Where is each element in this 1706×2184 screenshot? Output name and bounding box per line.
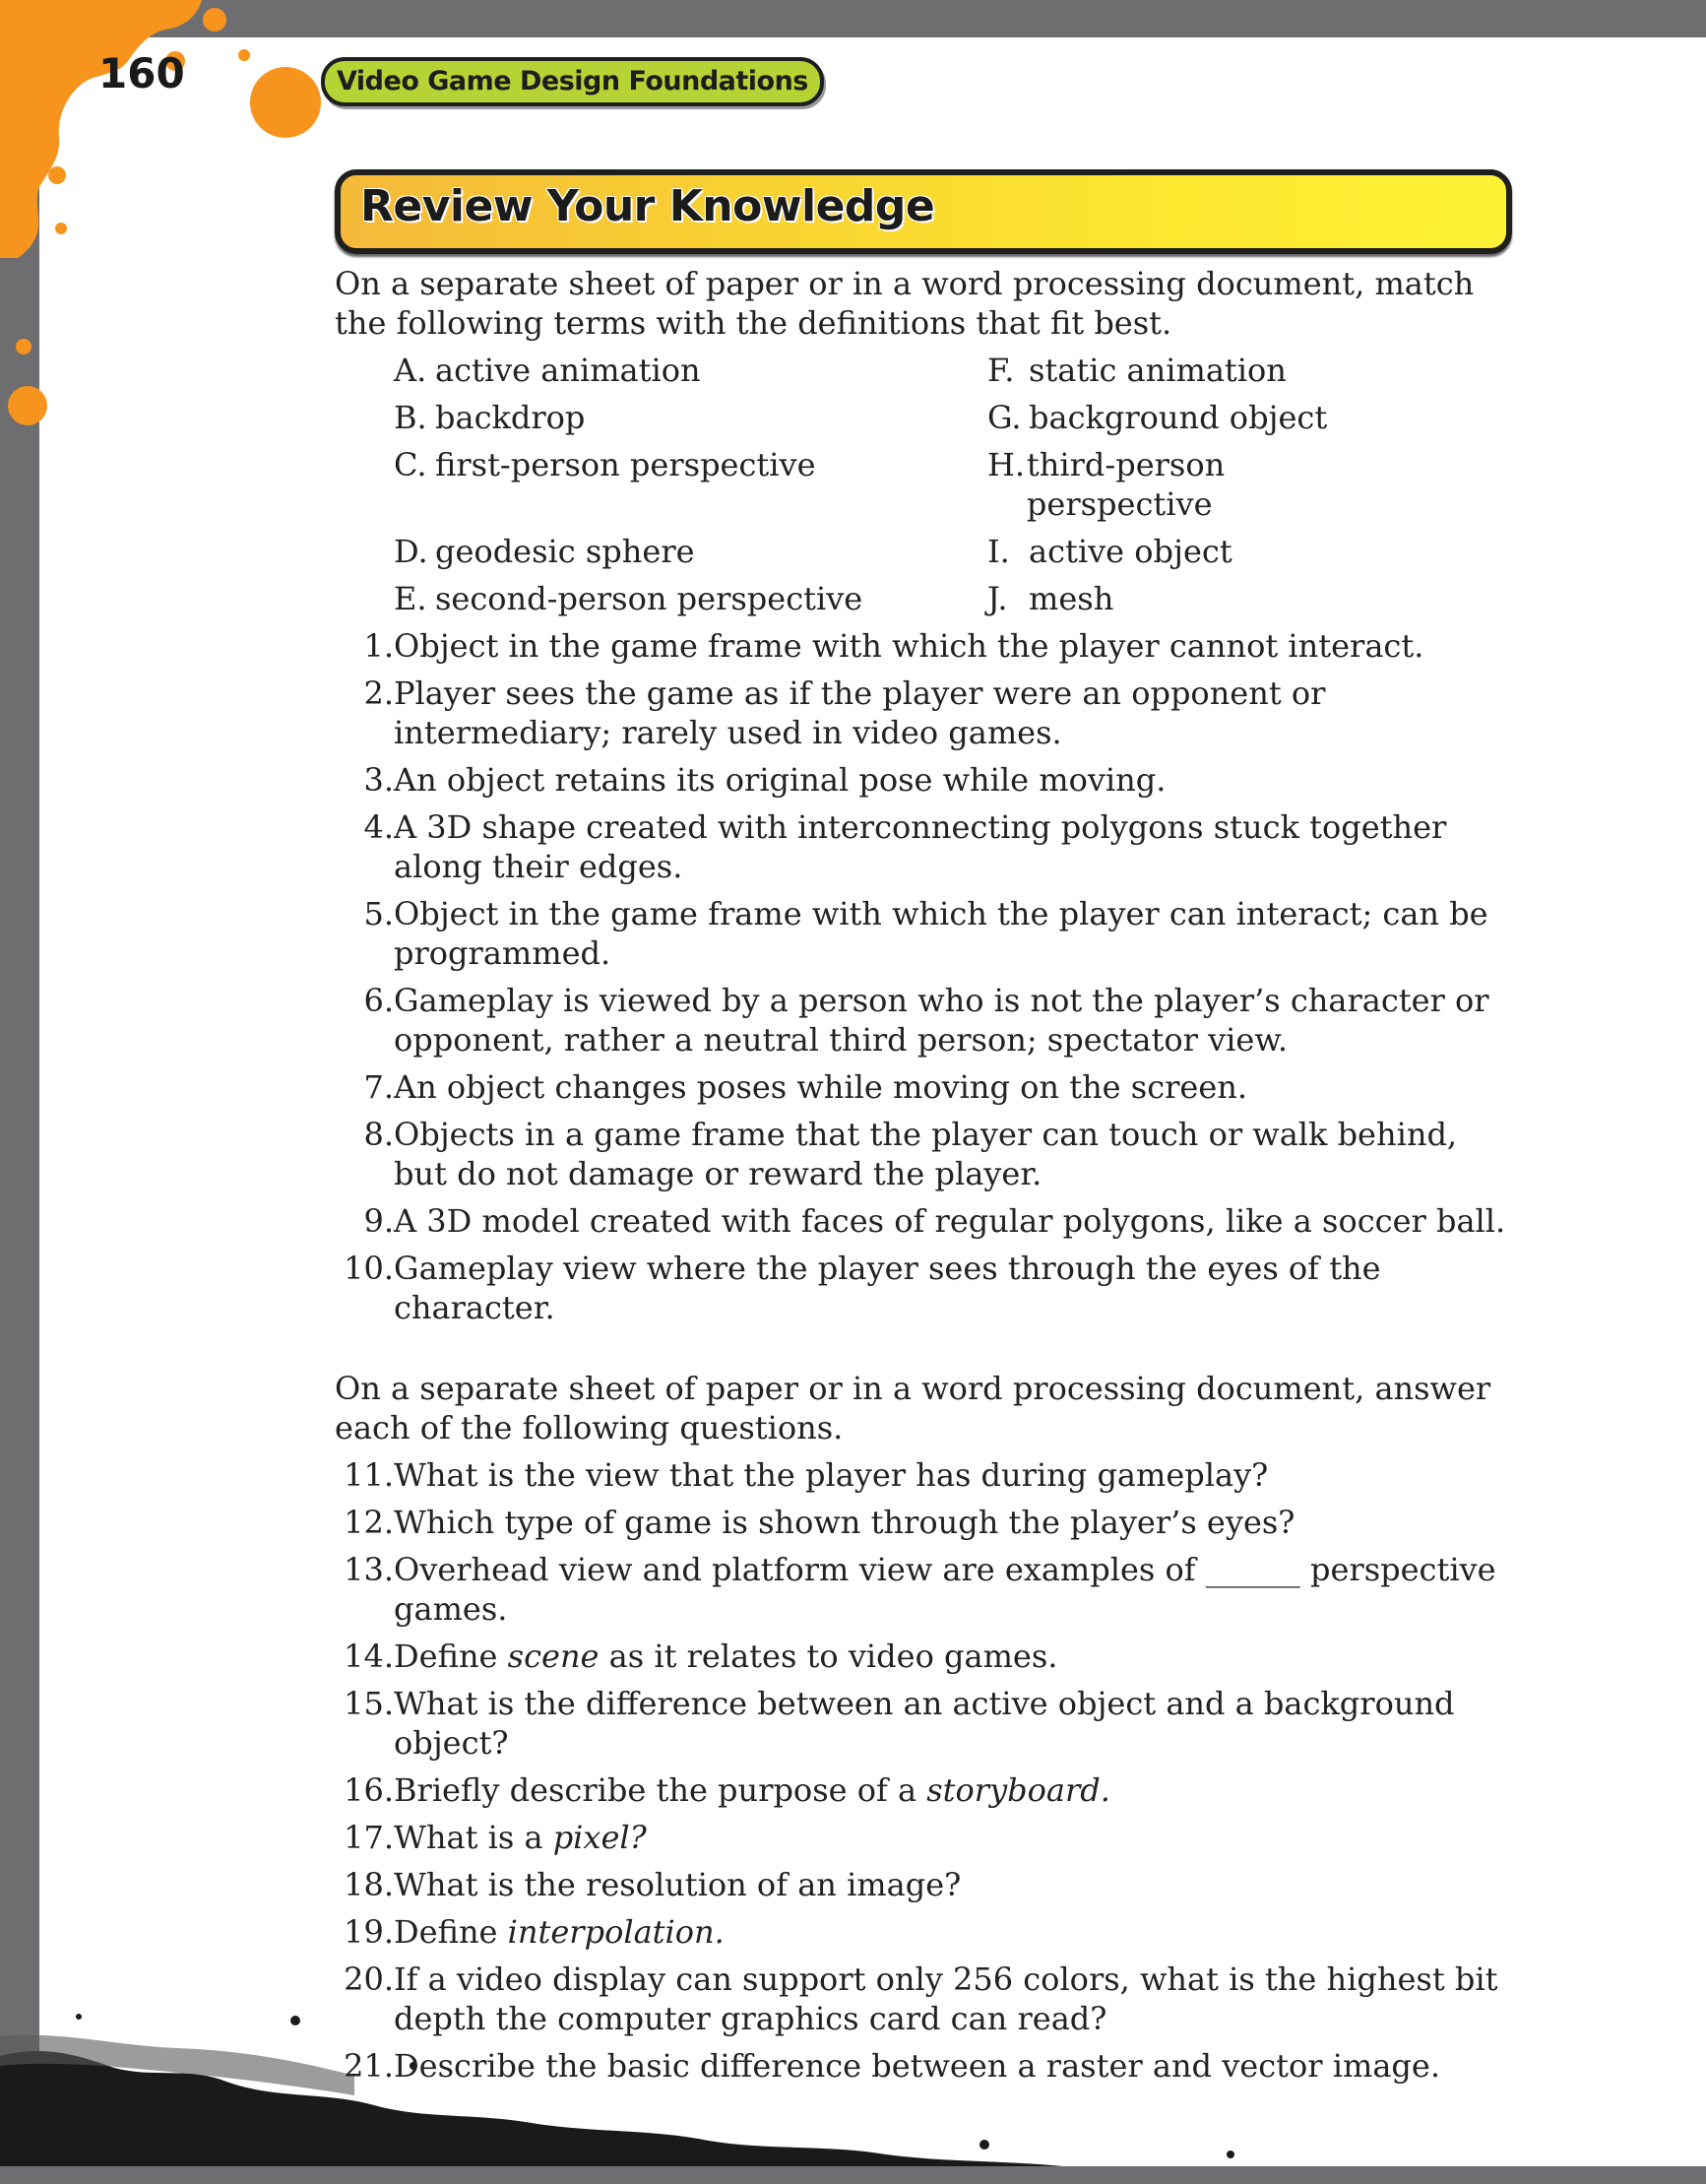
term-list <box>394 351 1506 618</box>
book-title-badge: Video Game Design Foundations <box>321 57 824 106</box>
list-item: 20. If a video display can support only 256 colors, what is the highest bit depth the computer graphics card can read? <box>344 1960 1498 2037</box>
list-item: 4. A 3D shape created with interconnecting polygons stuck together along their edges. <box>363 808 1447 885</box>
review-content <box>335 264 1506 2093</box>
list-item: 17. What is a pixel? <box>344 1819 647 1856</box>
section-heading: Review Your Knowledge <box>360 181 935 231</box>
questions-intro: On a separate sheet of paper or in a word processing document, answer each of the following questions. <box>335 1370 1491 1446</box>
list-item: 6. Gameplay is viewed by a person who is not the player’s character or opponent, rather a neutral third person; spectator view. <box>363 982 1489 1059</box>
list-item: 3. An object retains its original pose while moving. <box>363 761 1167 799</box>
term-item: C. first-person perspective <box>394 446 816 483</box>
list-item: 2. Player sees the game as if the player were an opponent or intermediary; rarely used in video games. <box>363 674 1326 751</box>
list-item: 14. Define scene as it relates to video games. <box>344 1638 1058 1675</box>
page-number: 160 <box>98 49 185 97</box>
list-item: 1. Object in the game frame with which the player cannot interact. <box>363 627 1424 665</box>
list-item: 15. What is the difference between an active object and a background object? <box>344 1685 1455 1762</box>
list-item: 9. A 3D model created with faces of regular polygons, like a soccer ball. <box>363 1202 1506 1240</box>
list-item: 13. Overhead view and platform view are examples of ______ perspective games. <box>344 1551 1496 1628</box>
term-item: G. background object <box>987 399 1328 436</box>
definition-list <box>335 626 1506 1327</box>
list-item: 12. Which type of game is shown through the player’s eyes? <box>344 1504 1295 1541</box>
term-item: E. second-person perspective <box>394 580 863 617</box>
list-item: 11. What is the view that the player has during gameplay? <box>344 1456 1269 1494</box>
term-item: D. geodesic sphere <box>394 533 695 570</box>
term-item: I. active object <box>987 533 1232 570</box>
list-item: 7. An object changes poses while moving on the screen. <box>363 1068 1248 1106</box>
term-item: A. active animation <box>394 352 701 389</box>
term-item: B. backdrop <box>394 399 586 436</box>
list-item: 18. What is the resolution of an image? <box>344 1866 962 1903</box>
list-item: 19. Define interpolation. <box>344 1913 725 1951</box>
term-item: J. mesh <box>987 580 1114 617</box>
question-list <box>335 1455 1506 2086</box>
list-item: 10. Gameplay view where the player sees through the eyes of the character. <box>344 1250 1381 1326</box>
section-banner <box>335 169 1512 254</box>
list-item: 8. Objects in a game frame that the player can touch or walk behind, but do not damage or reward the player. <box>363 1116 1458 1192</box>
list-item: 16. Briefly describe the purpose of a storyboard. <box>344 1771 1110 1809</box>
term-item: H. third-person perspective <box>987 446 1226 523</box>
matching-intro: On a separate sheet of paper or in a word processing document, match the following terms with the definitions that fit best. <box>335 265 1475 342</box>
term-item: F. static animation <box>987 352 1287 389</box>
list-item: 5. Object in the game frame with which the player can interact; can be programmed. <box>363 895 1488 972</box>
list-item: 21. Describe the basic difference between a raster and vector image. <box>344 2047 1440 2085</box>
